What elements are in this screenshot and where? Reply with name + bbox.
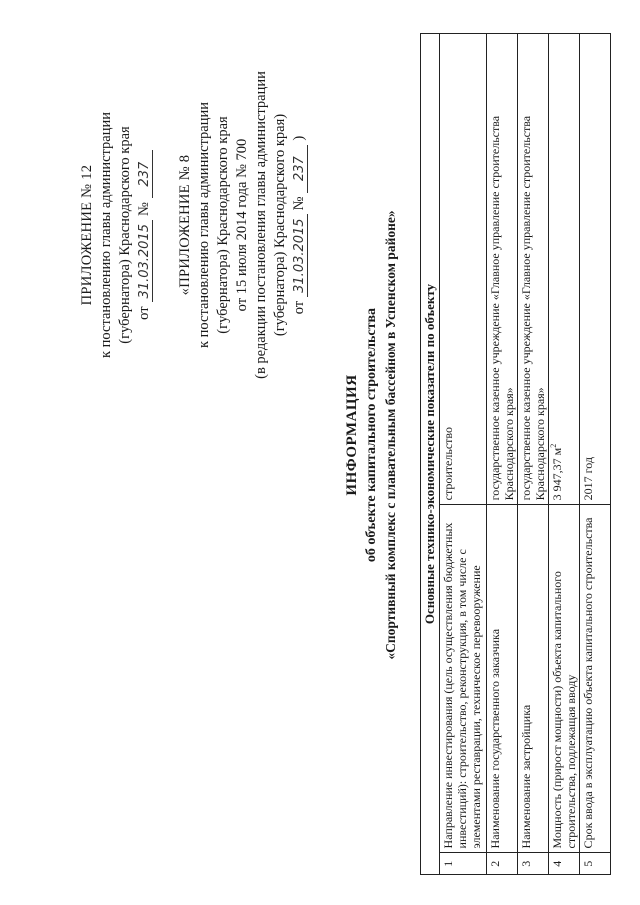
row-value: 2017 год xyxy=(580,34,611,505)
row-number: 2 xyxy=(487,853,518,875)
table-row xyxy=(518,34,549,875)
appendix-12-line2: (губернатора) Краснодарского края xyxy=(117,126,133,344)
table-header-row xyxy=(421,34,440,875)
closing-parenthesis: ) xyxy=(291,135,307,141)
object-name: «Спортивный комплекс с плавательным бассейном в Успенском районе» xyxy=(383,210,398,660)
appendix-8-line5: (губернатора) Краснодарского края) xyxy=(272,113,288,337)
table-row xyxy=(549,34,580,875)
row-parameter: Наименование государственного заказчика xyxy=(487,505,518,853)
row-value: строительство xyxy=(440,34,487,505)
appendix-8-date-row xyxy=(290,136,309,315)
handwritten-date: 31.03.2015 xyxy=(293,214,308,296)
appendix-8-line2: (губернатора) Краснодарского края xyxy=(215,116,231,334)
table-row xyxy=(487,34,518,875)
row-number: 3 xyxy=(518,853,549,875)
row-parameter: Направление инвестирования (цель осуществления бюджетных инвестиций): строительство, реконструкция, в том числе с элементами реставрации, техническое перевооружение xyxy=(440,505,487,853)
appendix-8-line1: к постановлению главы администрации xyxy=(196,101,212,349)
document-title: ИНФОРМАЦИЯ xyxy=(344,374,360,496)
row-number: 1 xyxy=(440,853,487,875)
from-label: от xyxy=(291,300,307,315)
number-label: № xyxy=(136,202,152,216)
row-number: 5 xyxy=(580,853,611,875)
table-header: Основные технико-экономические показатели по объекту xyxy=(421,34,440,875)
handwritten-date: 31.03.2015 xyxy=(138,220,153,302)
appendix-12-line1: к постановлению главы администрации xyxy=(98,111,114,359)
table-row xyxy=(440,34,487,875)
appendix-12-title: ПРИЛОЖЕНИЕ № 12 xyxy=(79,164,95,306)
appendix-12-date-row xyxy=(135,150,154,320)
row-value-cell xyxy=(549,34,580,505)
row-value: 3 947,37 м xyxy=(550,447,564,501)
handwritten-number: 237 xyxy=(138,150,153,198)
appendix-8-line3: от 15 июля 2014 года № 700 xyxy=(234,138,250,312)
indicators-table xyxy=(420,33,611,875)
row-value: государственное казенное учреждение «Главное управление строительства Краснодарского края» xyxy=(518,34,549,505)
row-parameter: Срок ввода в эксплуатацию объекта капитального строительства xyxy=(580,505,611,853)
appendix-8-title: «ПРИЛОЖЕНИЕ № 8 xyxy=(177,154,193,296)
handwritten-number: 237 xyxy=(293,145,308,193)
row-parameter: Наименование застройщика xyxy=(518,505,549,853)
unit-superscript: 2 xyxy=(549,443,558,448)
document-heading xyxy=(342,25,400,845)
appendix-8-line4: (в редакции постановления главы администрации xyxy=(253,71,269,379)
row-parameter: Мощность (прирост мощности) объекта капитального строительства, подлежащая вводу xyxy=(549,505,580,853)
appendix-8-block xyxy=(176,65,309,385)
table-row xyxy=(580,34,611,875)
appendix-12-block xyxy=(78,85,154,385)
row-number: 4 xyxy=(549,853,580,875)
row-value: государственное казенное учреждение «Главное управление строительства Краснодарского края» xyxy=(487,34,518,505)
document-subtitle: об объекте капитального строительства xyxy=(364,307,379,563)
from-label: от xyxy=(136,306,152,320)
number-label: № xyxy=(291,196,307,211)
